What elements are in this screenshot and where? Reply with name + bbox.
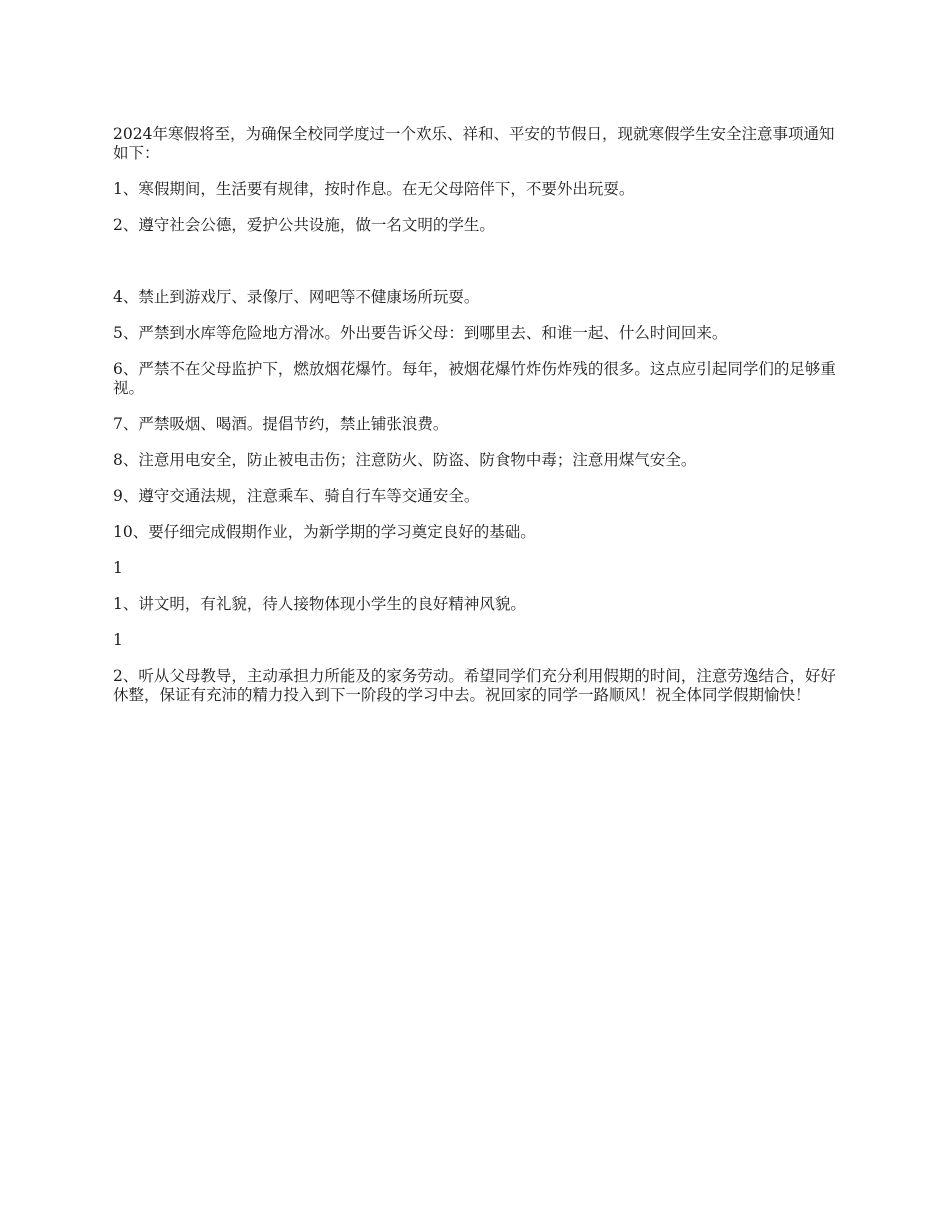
notice-item: 2、听从父母教导，主动承担力所能及的家务劳动。希望同学们充分利用假期的时间，注意劳逸结合，好好休整，保证有充沛的精力投入到下一阶段的学习中去。祝回家的同学一路顺风！祝全体同学假期愉快！ (113, 667, 836, 704)
notice-item: 1、寒假期间，生活要有规律，按时作息。在无父母陪伴下，不要外出玩耍。 (113, 180, 635, 198)
intro-paragraph: 2024年寒假将至，为确保全校同学度过一个欢乐、祥和、平安的节假日，现就寒假学生安全注意事项通知如下： (113, 125, 835, 162)
notice-item: 8、注意用电安全，防止被电击伤；注意防火、防盗、防食物中毒；注意用煤气安全。 (113, 451, 697, 469)
notice-item: 1、讲文明，有礼貌，待人接物体现小学生的良好精神风貌。 (113, 595, 526, 613)
section-number: 1 (113, 631, 123, 649)
notice-item: 6、严禁不在父母监护下，燃放烟花爆竹。每年，被烟花爆竹炸伤炸残的很多。这点应引起同学们的足够重视。 (113, 360, 836, 397)
blank-space (113, 252, 840, 288)
document-body (113, 125, 840, 722)
notice-item: 2、遵守社会公德，爱护公共设施，做一名文明的学生。 (113, 216, 495, 234)
notice-item: 4、禁止到游戏厅、录像厅、网吧等不健康场所玩耍。 (113, 288, 480, 306)
notice-item: 10、要仔细完成假期作业，为新学期的学习奠定良好的基础。 (113, 523, 536, 541)
section-number: 1 (113, 559, 123, 577)
notice-item: 7、严禁吸烟、喝酒。提倡节约，禁止铺张浪费。 (113, 415, 449, 433)
notice-item: 9、遵守交通法规，注意乘车、骑自行车等交通安全。 (113, 487, 480, 505)
notice-item: 5、严禁到水库等危险地方滑冰。外出要告诉父母：到哪里去、和谁一起、什么时间回来。 (113, 324, 728, 342)
